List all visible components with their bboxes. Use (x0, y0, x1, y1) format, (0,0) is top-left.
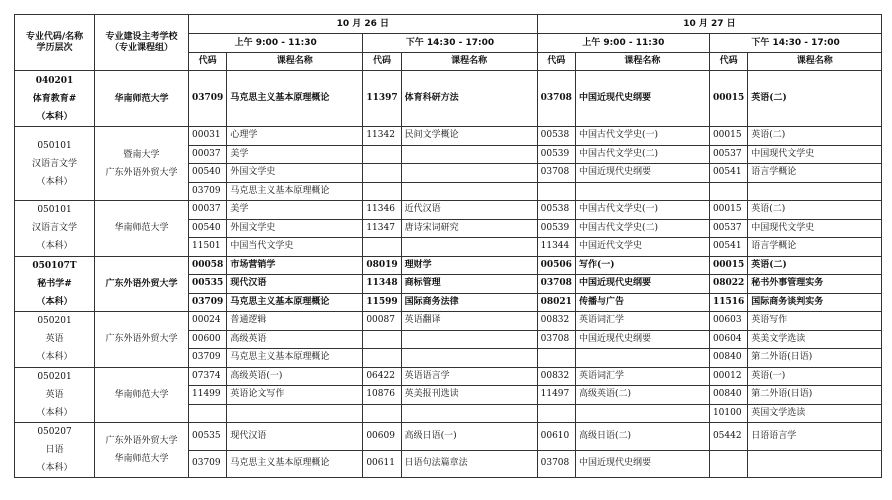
course-name-cell: 第二外语(日语) (748, 349, 882, 368)
header-code: 代码 (363, 53, 401, 71)
school-cell (95, 201, 189, 257)
course-code-cell: 00015 (709, 256, 747, 275)
major-line: 040201 (35, 75, 74, 86)
course-name-cell: 中国近代文学史 (575, 238, 709, 257)
course-code-cell: 00611 (363, 450, 401, 478)
major-cell (15, 201, 95, 257)
course-name-cell: 第二外语(日语) (748, 386, 882, 405)
table-row (15, 71, 882, 127)
course-name-cell (575, 349, 709, 368)
school-line: 华南师范大学 (114, 454, 169, 464)
school-line: 广东外语外贸大学 (105, 334, 178, 345)
course-code-cell: 10100 (709, 404, 747, 423)
course-code-cell: 03709 (189, 293, 227, 312)
course-name-cell (748, 182, 882, 201)
course-code-cell (363, 404, 401, 423)
major-line: 050101 (37, 140, 72, 151)
header-code: 代码 (537, 53, 575, 71)
course-name-cell: 国际商务谈判实务 (748, 293, 882, 312)
major-cell (15, 367, 95, 423)
course-code-cell: 10876 (363, 386, 401, 405)
course-name-cell: 英语写作 (748, 312, 882, 331)
school-line: 华南师范大学 (114, 223, 169, 234)
school-cell (95, 71, 189, 127)
major-cell (15, 71, 95, 127)
course-name-cell: 高级英语(一) (227, 367, 363, 386)
header-day2: 10 月 27 日 (537, 15, 882, 34)
school-cell (95, 312, 189, 368)
course-name-cell (401, 349, 537, 368)
course-code-cell: 11397 (363, 71, 401, 127)
schedule-body (15, 71, 882, 478)
course-name-cell: 马克思主义基本原理概论 (227, 71, 363, 127)
course-name-cell: 中国近现代史纲要 (575, 330, 709, 349)
table-row (15, 256, 882, 275)
course-code-cell (189, 404, 227, 423)
header-day1: 10 月 26 日 (189, 15, 538, 34)
major-line: 秘书学# (37, 278, 72, 289)
course-code-cell: 00015 (709, 71, 747, 127)
course-name-cell (401, 404, 537, 423)
table-row (15, 312, 882, 331)
course-code-cell (363, 349, 401, 368)
course-code-cell: 00610 (537, 423, 575, 451)
course-name-cell: 语言学概论 (748, 164, 882, 183)
course-name-cell: 英语(二) (748, 127, 882, 146)
course-code-cell: 00840 (709, 349, 747, 368)
course-name-cell: 马克思主义基本原理概论 (227, 182, 363, 201)
course-name-cell: 外国文学史 (227, 164, 363, 183)
course-code-cell: 00840 (709, 386, 747, 405)
course-name-cell: 唐诗宋词研究 (401, 219, 537, 238)
course-code-cell: 11501 (189, 238, 227, 257)
header-row-dates (15, 15, 882, 34)
course-name-cell: 中国现代文学史 (748, 145, 882, 164)
course-name-cell (401, 182, 537, 201)
course-code-cell: 11344 (537, 238, 575, 257)
course-code-cell: 11516 (709, 293, 747, 312)
school-line: 华南师范大学 (114, 93, 169, 104)
course-code-cell: 00538 (537, 201, 575, 220)
course-name-cell (575, 404, 709, 423)
course-code-cell: 00535 (189, 275, 227, 294)
course-code-cell: 03709 (189, 182, 227, 201)
course-code-cell: 00540 (189, 164, 227, 183)
header-day1-am: 上午 9:00 - 11:30 (189, 34, 363, 53)
major-line: 英语 (45, 334, 64, 345)
course-name-cell: 英语(二) (748, 256, 882, 275)
course-name-cell (401, 238, 537, 257)
course-code-cell: 00024 (189, 312, 227, 331)
course-code-cell: 03708 (537, 450, 575, 478)
course-name-cell: 马克思主义基本原理概论 (227, 349, 363, 368)
course-code-cell: 00541 (709, 164, 747, 183)
course-name-cell: 语言学概论 (748, 238, 882, 257)
major-line: 汉语言文学 (31, 158, 77, 169)
major-cell (15, 312, 95, 368)
course-code-cell: 05442 (709, 423, 747, 451)
course-name-cell: 高级英语 (227, 330, 363, 349)
course-code-cell: 11599 (363, 293, 401, 312)
header-code: 代码 (189, 53, 227, 71)
course-name-cell (575, 182, 709, 201)
course-code-cell (363, 164, 401, 183)
course-code-cell (537, 349, 575, 368)
header-day2-pm: 下午 14:30 - 17:00 (709, 34, 881, 53)
course-code-cell (537, 182, 575, 201)
course-code-cell: 00012 (709, 367, 747, 386)
course-code-cell: 03708 (537, 275, 575, 294)
table-row (15, 423, 882, 451)
course-code-cell: 00540 (189, 219, 227, 238)
course-name-cell (401, 164, 537, 183)
course-code-cell: 00538 (537, 127, 575, 146)
course-code-cell: 08022 (709, 275, 747, 294)
course-name-cell: 中国近现代史纲要 (575, 164, 709, 183)
course-name-cell: 中国近现代史纲要 (575, 71, 709, 127)
course-name-cell (401, 330, 537, 349)
course-code-cell (363, 330, 401, 349)
course-code-cell: 00037 (189, 201, 227, 220)
course-code-cell: 00600 (189, 330, 227, 349)
course-code-cell: 00603 (709, 312, 747, 331)
course-name-cell: 中国现代文学史 (748, 219, 882, 238)
course-name-cell: 中国当代文学史 (227, 238, 363, 257)
school-cell (95, 367, 189, 423)
school-line: 暨南大学 (123, 149, 160, 160)
course-name-cell: 心理学 (227, 127, 363, 146)
major-cell (15, 423, 95, 478)
course-code-cell: 00537 (709, 219, 747, 238)
course-code-cell: 03709 (189, 349, 227, 368)
major-line: 汉语言文学 (31, 223, 77, 234)
course-name-cell: 中国古代文学史(一) (575, 201, 709, 220)
course-name-cell: 英语(二) (748, 71, 882, 127)
major-line: （本科） (36, 111, 73, 122)
course-code-cell: 11347 (363, 219, 401, 238)
course-code-cell: 08021 (537, 293, 575, 312)
course-code-cell: 00031 (189, 127, 227, 146)
major-line: 050101 (37, 205, 72, 216)
course-code-cell: 00058 (189, 256, 227, 275)
major-line: 日语 (45, 445, 64, 455)
course-code-cell: 00506 (537, 256, 575, 275)
school-cell (95, 423, 189, 478)
course-name-cell: 英语论文写作 (227, 386, 363, 405)
course-name-cell: 秘书外事管理实务 (748, 275, 882, 294)
course-name-cell: 英美报刊选读 (401, 386, 537, 405)
course-name-cell: 现代汉语 (227, 423, 363, 451)
course-name-cell: 中国近现代史纲要 (575, 450, 709, 478)
course-name-cell: 普通逻辑 (227, 312, 363, 331)
course-code-cell: 03708 (537, 164, 575, 183)
major-line: 英语 (45, 389, 64, 400)
course-name-cell: 高级日语(二) (575, 423, 709, 451)
course-code-cell: 00037 (189, 145, 227, 164)
header-major: 专业代码/名称 学历层次 (15, 15, 95, 71)
course-code-cell: 00832 (537, 312, 575, 331)
course-name-cell: 英语词汇学 (575, 312, 709, 331)
header-day1-pm: 下午 14:30 - 17:00 (363, 34, 537, 53)
major-line: 050201 (37, 316, 72, 327)
course-name-cell (227, 404, 363, 423)
course-name-cell: 日语句法篇章法 (401, 450, 537, 478)
course-code-cell: 00015 (709, 201, 747, 220)
course-name-cell: 国际商务法律 (401, 293, 537, 312)
course-code-cell: 11499 (189, 386, 227, 405)
table-row (15, 127, 882, 146)
course-code-cell (363, 238, 401, 257)
course-code-cell: 00537 (709, 145, 747, 164)
major-line: （本科） (36, 352, 73, 363)
course-name-cell: 现代汉语 (227, 275, 363, 294)
major-cell (15, 256, 95, 312)
header-day2-am: 上午 9:00 - 11:30 (537, 34, 709, 53)
course-name-cell: 马克思主义基本原理概论 (227, 450, 363, 478)
course-code-cell: 06422 (363, 367, 401, 386)
course-code-cell: 00539 (537, 219, 575, 238)
course-name-cell: 理财学 (401, 256, 537, 275)
course-name-cell: 英国文学选读 (748, 404, 882, 423)
header-code: 代码 (709, 53, 747, 71)
table-row (15, 367, 882, 386)
major-cell (15, 127, 95, 201)
header-course: 课程名称 (575, 53, 709, 71)
course-code-cell: 08019 (363, 256, 401, 275)
course-name-cell: 体育科研方法 (401, 71, 537, 127)
course-code-cell: 11348 (363, 275, 401, 294)
course-name-cell: 英语(一) (748, 367, 882, 386)
course-name-cell (401, 145, 537, 164)
major-line: （本科） (36, 463, 73, 473)
course-name-cell: 商标管理 (401, 275, 537, 294)
course-code-cell: 00604 (709, 330, 747, 349)
course-name-cell: 英语翻译 (401, 312, 537, 331)
header-school: 专业建设主考学校 （专业课程组） (95, 15, 189, 71)
course-name-cell: 中国古代文学史(二) (575, 145, 709, 164)
header-course: 课程名称 (227, 53, 363, 71)
course-code-cell: 00609 (363, 423, 401, 451)
school-line: 广东外语外贸大学 (105, 167, 178, 178)
course-name-cell: 英美文学选读 (748, 330, 882, 349)
course-name-cell: 中国古代文学史(二) (575, 219, 709, 238)
course-code-cell: 00539 (537, 145, 575, 164)
course-name-cell: 日语语言学 (748, 423, 882, 451)
course-name-cell: 写作(一) (575, 256, 709, 275)
course-name-cell: 美学 (227, 201, 363, 220)
course-code-cell: 11497 (537, 386, 575, 405)
major-line: 050201 (37, 371, 72, 382)
school-cell (95, 127, 189, 201)
exam-schedule-table (14, 14, 882, 478)
course-name-cell: 高级日语(一) (401, 423, 537, 451)
course-name-cell: 外国文学史 (227, 219, 363, 238)
course-code-cell (363, 145, 401, 164)
course-code-cell (709, 450, 747, 478)
course-name-cell: 英语词汇学 (575, 367, 709, 386)
header-course: 课程名称 (401, 53, 537, 71)
course-code-cell: 00541 (709, 238, 747, 257)
course-code-cell: 00535 (189, 423, 227, 451)
school-line: 广东外语外贸大学 (105, 278, 178, 289)
major-line: 050107T (32, 260, 77, 271)
course-name-cell: 高级英语(二) (575, 386, 709, 405)
school-line: 广东外语外贸大学 (105, 436, 178, 446)
table-row (15, 201, 882, 220)
header-course: 课程名称 (748, 53, 882, 71)
course-code-cell: 03708 (537, 330, 575, 349)
course-name-cell: 美学 (227, 145, 363, 164)
course-code-cell: 11346 (363, 201, 401, 220)
course-code-cell (363, 182, 401, 201)
major-line: 体育教育# (32, 93, 77, 104)
course-code-cell: 00087 (363, 312, 401, 331)
course-name-cell (748, 450, 882, 478)
course-name-cell: 中国古代文学史(一) (575, 127, 709, 146)
course-name-cell: 民间文学概论 (401, 127, 537, 146)
course-code-cell: 07374 (189, 367, 227, 386)
major-line: （本科） (36, 407, 73, 418)
major-line: （本科） (36, 296, 73, 307)
course-name-cell: 英语(二) (748, 201, 882, 220)
course-name-cell: 英语语言学 (401, 367, 537, 386)
course-name-cell: 中国近现代史纲要 (575, 275, 709, 294)
major-line: 050207 (37, 427, 72, 437)
course-code-cell: 03708 (537, 71, 575, 127)
major-line: （本科） (36, 176, 73, 187)
course-name-cell: 市场营销学 (227, 256, 363, 275)
course-code-cell: 03709 (189, 450, 227, 478)
course-code-cell: 00832 (537, 367, 575, 386)
course-name-cell: 传播与广告 (575, 293, 709, 312)
school-cell (95, 256, 189, 312)
major-line: （本科） (36, 241, 73, 252)
course-code-cell: 11342 (363, 127, 401, 146)
course-name-cell: 近代汉语 (401, 201, 537, 220)
course-name-cell: 马克思主义基本原理概论 (227, 293, 363, 312)
school-line: 华南师范大学 (114, 389, 169, 400)
course-code-cell: 03709 (189, 71, 227, 127)
course-code-cell (537, 404, 575, 423)
course-code-cell (709, 182, 747, 201)
course-code-cell: 00015 (709, 127, 747, 146)
